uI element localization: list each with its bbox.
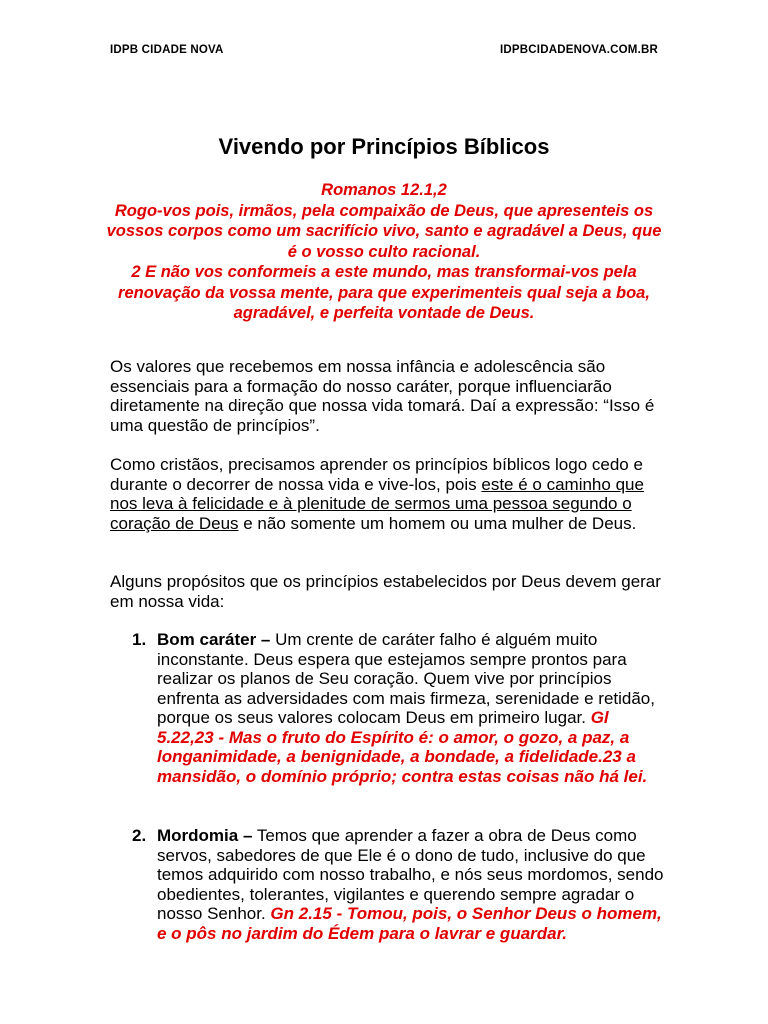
- list-item-heading: Mordomia –: [157, 826, 253, 845]
- list-item-number: 1.: [132, 630, 147, 649]
- paragraph-christians-end: e não somente um homem ou uma mulher de Deus.: [238, 513, 637, 533]
- list-item-text: Um crente de caráter falho é alguém muito inconstante. Deus espera que estejamos sempre prontos para realizar os planos de Seu coração. Quem vive por princípios enfrenta as adversidades com mais firmeza, serenidade e retidão, porque os seus valores colocam Deus em primeiro lugar.: [157, 630, 655, 727]
- header-church-name: IDPB CIDADE NOVA: [110, 44, 224, 56]
- scripture-text-2: 2 E não vos conformeis a este mundo, mas transformai-vos pela renovação da vossa mente, para que experimenteis qual seja a boa, agradável, e perfeita vontade de Deus.: [118, 263, 650, 322]
- list-item-heading: Bom caráter –: [157, 630, 271, 649]
- list-item-content: [157, 630, 670, 786]
- list-item-text: Temos que aprender a fazer a obra de Deus como servos, sabedores de que Ele é o dono de tudo, inclusive do que temos adquirido com nosso trabalho, e nós seus mordomos, sendo obedientes, tolerantes, vigilantes e querendo sempre agradar o nosso Senhor.: [157, 826, 664, 923]
- scripture-reference: Romanos 12.1,2: [321, 181, 447, 199]
- list-item-scripture: Gl 5.22,23 - Mas o fruto do Espírito é: o amor, o gozo, a paz, a longanimidade, a benignidade, a bondade, a fidelidade.23 a mansidão, o domínio próprio; contra estas coisas não há lei.: [157, 708, 648, 786]
- list-item-bom-carater: [110, 630, 670, 786]
- paragraph-christians-start: Como cristãos, precisamos aprender os princípios bíblicos logo cedo e durante o decorrer de nossa vida e vive-los, pois: [110, 455, 643, 494]
- paragraph-purposes: Alguns propósitos que os princípios estabelecidos por Deus devem gerar em nossa vida:: [110, 572, 661, 611]
- list-item-number: 2.: [132, 826, 147, 845]
- list-item-content: [157, 826, 670, 943]
- list-item-mordomia: [110, 826, 670, 943]
- scripture-text-1: Rogo-vos pois, irmãos, pela compaixão de Deus, que apresenteis os vossos corpos como um sacrifício vivo, santo e agradável a Deus, que é o vosso culto racional.: [106, 201, 662, 261]
- page-title: Vivendo por Princípios Bíblicos: [218, 134, 550, 159]
- paragraph-christians-underlined: este é o caminho que nos leva à felicidade e à plenitude de sermos uma pessoa segundo o coração de Deus: [110, 474, 644, 533]
- list-item-scripture: Gn 2.15 - Tomou, pois, o Senhor Deus o homem, e o pôs no jardim do Édem para o lavrar e guardar.: [157, 904, 662, 943]
- paragraph-values: Os valores que recebemos em nossa infância e adolescência são essenciais para a formação do nosso caráter, porque influenciarão diretamente na direção que nossa vida tomará. Daí a expressão: “Isso é uma questão de princípios”.: [110, 357, 655, 435]
- paragraph-christians: [110, 455, 670, 533]
- header-website: IDPBCIDADENOVA.COM.BR: [500, 44, 658, 56]
- page-header: [110, 44, 658, 56]
- scripture-block: [100, 180, 668, 324]
